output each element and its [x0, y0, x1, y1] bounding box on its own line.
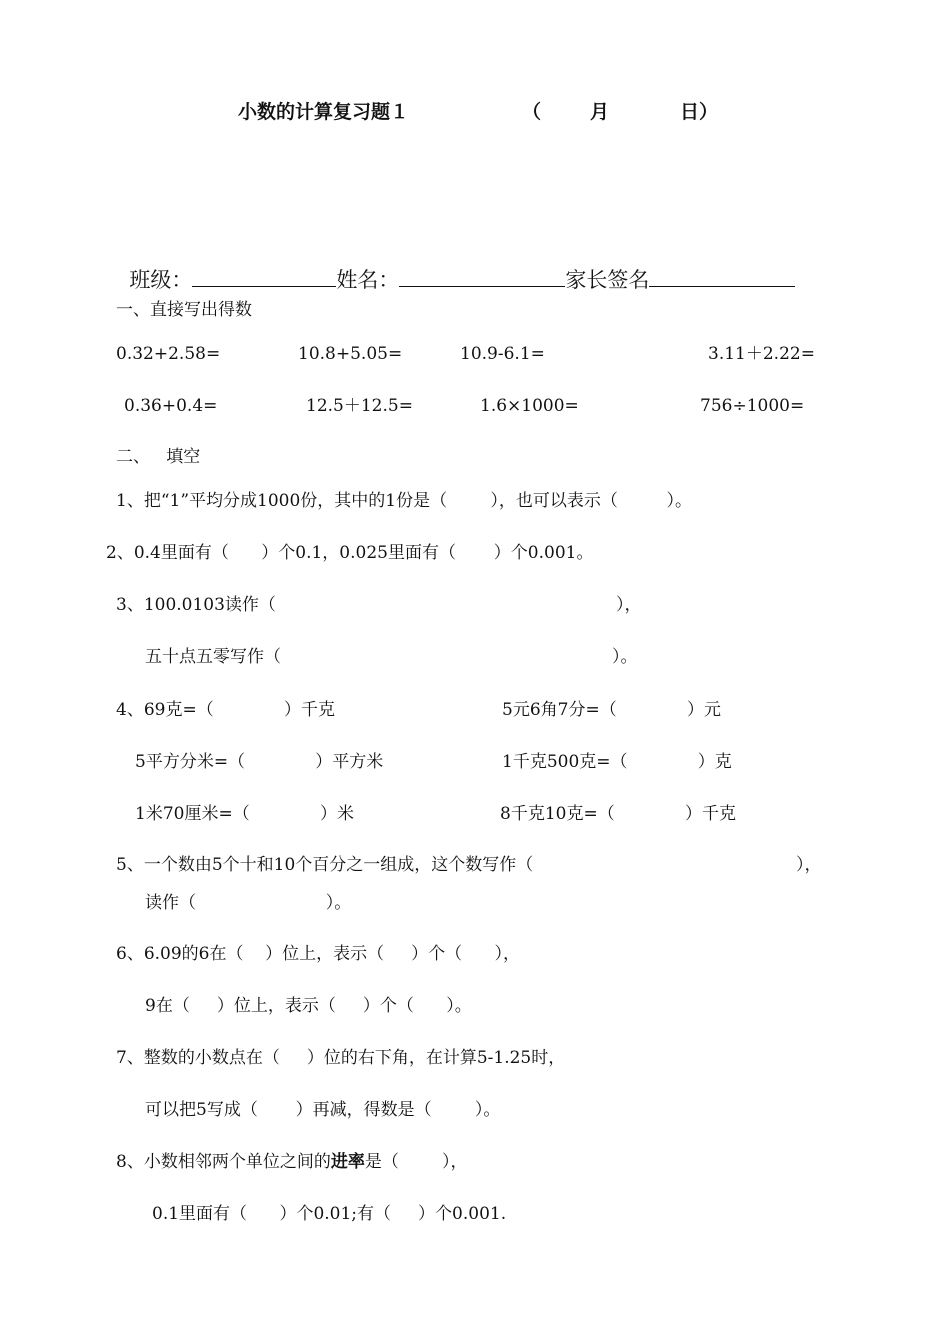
calc-item: 1.6×1000= — [480, 396, 579, 416]
class-label: 班级： — [129, 268, 193, 292]
question-4-item: 8千克10克=（ ）千克 — [500, 804, 736, 824]
student-info-line — [116, 241, 795, 293]
question-5-write-close: ）， — [796, 855, 822, 875]
date-month-label: 月 — [590, 101, 610, 123]
question-4-item: 1千克500克=（ ）克 — [502, 752, 732, 772]
page-title: 小数的计算复习题１ — [238, 101, 410, 123]
calc-item: 12.5＋12.5= — [306, 396, 413, 416]
calc-item: 3.11＋2.22= — [708, 344, 815, 364]
question-3-write-close: ）。 — [612, 647, 638, 667]
question-8-bold-term: 进率 — [330, 1152, 365, 1172]
calc-item: 10.8+5.05= — [298, 344, 403, 364]
section1-heading: 一、直接写出得数 — [116, 300, 252, 320]
question-6-line2: 9在（ ）位上，表示（ ）个（ ）。 — [145, 996, 472, 1016]
calc-item: 0.32+2.58= — [116, 344, 221, 364]
question-4-item: 5平方分米=（ ）平方米 — [135, 752, 384, 772]
calc-item: 10.9-6.1= — [460, 344, 545, 364]
question-3-read-close: ）， — [616, 595, 642, 615]
question-4-item: 4、69克=（ ）千克 — [116, 700, 335, 720]
calc-item: 0.36+0.4= — [124, 396, 218, 416]
class-blank[interactable] — [192, 268, 336, 287]
name-blank[interactable] — [399, 268, 565, 287]
question-6-line1: 6、6.09的6在（ ）位上，表示（ ）个（ ）， — [116, 944, 521, 964]
question-2: 2、0.4里面有（ ）个0.1，0.025里面有（ ）个0.001。 — [106, 543, 594, 563]
calc-item: 756÷1000= — [700, 396, 805, 416]
question-5-write: 5、一个数由5个十和10个百分之一组成，这个数写作（ — [116, 855, 534, 875]
date-day-label: 日） — [680, 101, 719, 123]
parent-signature-blank[interactable] — [649, 268, 795, 287]
question-7-line1: 7、整数的小数点在（ ）位的右下角，在计算5-1.25时， — [116, 1048, 566, 1068]
question-7-line2: 可以把5写成（ ）再减，得数是（ ）。 — [145, 1100, 501, 1120]
question-1: 1、把“1”平均分成1000份，其中的1份是（ ），也可以表示（ ）。 — [116, 491, 692, 511]
question-3-write: 五十点五零写作（ — [145, 647, 281, 667]
question-4-item: 5元6角7分=（ ）元 — [502, 700, 721, 720]
question-3-read: 3、100.0103读作（ — [116, 595, 276, 615]
section2-heading: 二、 填空 — [116, 447, 201, 467]
question-8-line1 — [116, 1152, 468, 1172]
parent-signature-label: 家长签名 — [565, 268, 650, 292]
question-8-line2: 0.1里面有（ ）个0.01;有（ ）个0.001. — [152, 1204, 507, 1224]
question-8-text-end: 是（ ）， — [364, 1152, 468, 1172]
question-5-read: 读作（ ）。 — [145, 893, 352, 913]
date-open-paren: （ — [522, 101, 542, 123]
question-8-text: 8、小数相邻两个单位之间的 — [116, 1152, 331, 1172]
question-4-item: 1米70厘米=（ ）米 — [135, 804, 354, 824]
name-label: 姓名： — [336, 268, 400, 292]
